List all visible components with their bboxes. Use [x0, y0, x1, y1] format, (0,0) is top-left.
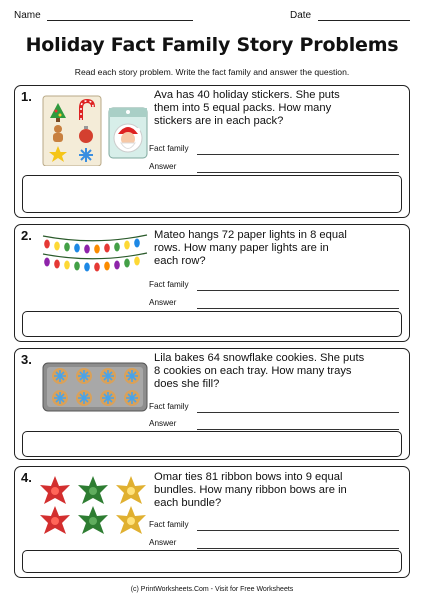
fact-family-line[interactable] — [197, 290, 399, 291]
date-field[interactable] — [318, 10, 410, 21]
name-row — [14, 10, 193, 21]
story-line: does she fill? — [154, 378, 220, 391]
fact-family-line[interactable] — [197, 530, 399, 531]
problem-number: 3. — [21, 352, 32, 367]
fact-family-row — [149, 402, 189, 411]
fact-family-label: Fact family — [149, 520, 189, 529]
story-text — [154, 471, 404, 511]
date-row — [290, 10, 410, 21]
answer-label: Answer — [149, 162, 177, 171]
cookie-tray-icon — [41, 361, 149, 413]
answer-label: Answer — [149, 298, 177, 307]
story-line: 8 cookies on each tray. How many trays — [154, 365, 352, 378]
date-label: Date — [290, 10, 312, 21]
problem-card-2 — [14, 224, 410, 342]
string-lights-icon — [41, 231, 149, 275]
problem-card-4 — [14, 466, 410, 578]
story-line: Ava has 40 holiday stickers. She puts — [154, 89, 340, 101]
sticker-sheet-icon — [41, 94, 149, 166]
ribbon-bows-icon — [37, 473, 149, 539]
story-text — [154, 229, 404, 269]
fact-family-label: Fact family — [149, 280, 189, 289]
answer-label: Answer — [149, 538, 177, 547]
answer-row — [149, 298, 176, 307]
name-label: Name — [14, 10, 41, 21]
work-box[interactable] — [22, 311, 402, 337]
answer-label: Answer — [149, 419, 177, 428]
story-line: stickers are in each pack? — [154, 115, 284, 128]
problem-number: 4. — [21, 470, 32, 485]
instructions: Read each story problem. Write the fact family and answer the question. — [74, 67, 350, 77]
story-text — [154, 89, 404, 129]
answer-line[interactable] — [197, 172, 399, 173]
fact-family-label: Fact family — [149, 402, 189, 411]
story-line: rows. How many paper lights are in — [154, 242, 329, 255]
fact-family-line[interactable] — [197, 412, 399, 413]
story-line: each bundle? — [154, 497, 222, 510]
problem-number: 1. — [21, 89, 32, 104]
work-box[interactable] — [22, 431, 402, 457]
problem-number: 2. — [21, 228, 32, 243]
story-line: them into 5 equal packs. How many — [154, 102, 332, 115]
story-line: Lila bakes 64 snowflake cookies. She puts — [154, 352, 365, 364]
answer-line[interactable] — [197, 308, 399, 309]
answer-row — [149, 419, 176, 428]
answer-line[interactable] — [197, 429, 399, 430]
fact-family-row — [149, 520, 189, 529]
story-line: each row? — [154, 255, 206, 268]
fact-family-label: Fact family — [149, 144, 189, 153]
problem-card-3 — [14, 348, 410, 460]
fact-family-row — [149, 144, 189, 153]
page-title: Holiday Fact Family Story Problems — [25, 34, 399, 56]
work-box[interactable] — [22, 175, 402, 213]
fact-family-line[interactable] — [197, 154, 399, 155]
answer-line[interactable] — [197, 548, 399, 549]
answer-row — [149, 538, 176, 547]
footer: (c) PrintWorksheets.Com - Visit for Free Worksheets — [130, 586, 294, 593]
problem-card-1 — [14, 85, 410, 218]
story-line: bundles. How many ribbon bows are in — [154, 484, 347, 497]
story-line: Omar ties 81 ribbon bows into 9 equal — [154, 471, 343, 483]
fact-family-row — [149, 280, 189, 289]
answer-row — [149, 162, 176, 171]
story-text — [154, 352, 404, 392]
story-line: Mateo hangs 72 paper lights in 8 equal — [154, 229, 347, 241]
name-field[interactable] — [47, 10, 193, 21]
work-box[interactable] — [22, 550, 402, 573]
